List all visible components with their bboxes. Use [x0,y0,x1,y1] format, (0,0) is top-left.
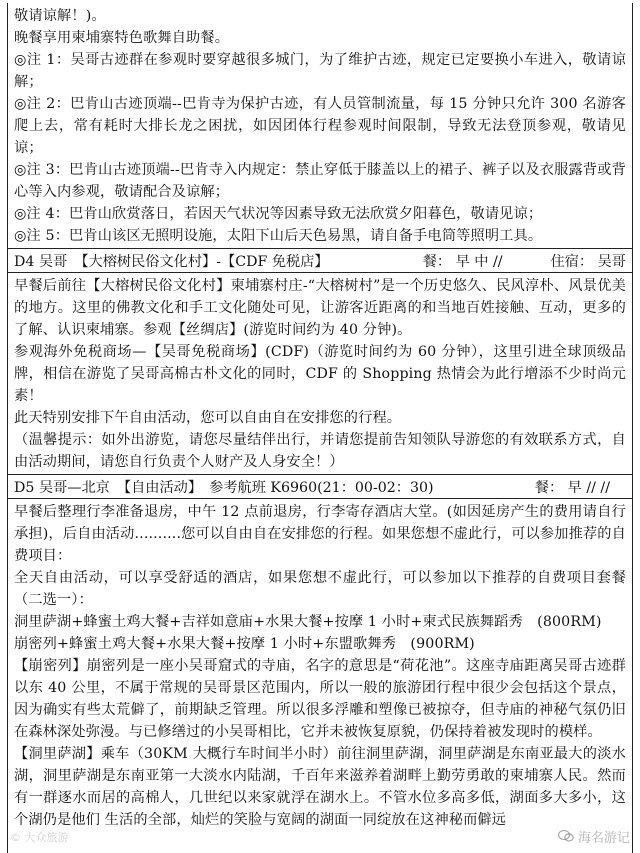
day5-title: D5 吴哥—北京 【自由活动】 参考航班 K6960(21：00-02：30) [14,479,434,496]
day4-title: D4 吴哥 【大榕树民俗文化村】-【CDF 免税店】 [14,253,329,270]
watermark-right-text: 海名游记 [577,830,630,846]
day5-package-line: 洞里萨湖+蜂蜜土鸡大餐+吉祥如意庙+水果大餐+按摩 1 小时+柬式民族舞蹈秀 (800RM) [14,614,602,630]
day4-content-block [8,273,632,475]
day4-paragraph: （温馨提示：如外出游览，请您尽量结伴出行，并请您提前告知领队导游您的有效联系方式，自由活动期间，请您自行负责个人财产及人身安全！） [14,432,626,470]
day5-header [8,475,632,499]
day4-header [8,249,632,273]
watermark-left: © 大众旅游 [10,831,69,844]
day5-paragraph: 【洞里萨湖】乘车（30KM 大概行车时间半小时）前往洞里萨湖，洞里萨湖是东南亚最大的淡水湖，洞里萨湖是东南亚第一大淡水内陆湖，千百年来滋养着湖畔上勤劳勇敢的柬埔寨人民。然而有一群逐水而居的高棉人，几世纪以来家就浮在湖水上。不管水位多高多低，湖面多大多小，这个湖仍是他们 生活的全部，灿烂的笑脸与宽阔的湖面一同绽放在这神秘而僻远 [14,746,626,828]
notes-line: ◎注 2：巴肯山古迹顶端--巴肯寺为保护古迹，有人员管制流量，每 15 分钟只允许 300 名游客爬上去，常有耗时大排长龙之困扰，如因团体行程参观时间限制，导致无法登顶参观，敬请见谅； [14,96,626,156]
day5-paragraph: 早餐后整理行李准备退房，中午 12 点前退房，行李寄存酒店大堂。(如因延房产生的费用请自行承担)，后自由活动..........您可以自由自在安排您的行程。如果您想不虚此行，可以参加推荐的自费项目： [14,504,626,564]
day5-paragraph: 【崩密列】崩密列是一座小吴哥窟式的寺庙，名字的意思是“荷花池”。这座寺庙距离吴哥古迹群以东 40 公里，不属于常规的吴哥景区范围内，所以一般的旅游团行程中很少会包括这个景点，因为确实有些太荒僻了，前期缺乏管理。所以很多浮雕和塑像已被掠夺，但寺庙的神秘气氛仍旧在森林深处弥漫。与已修缮过的小吴哥相比，它并未被恢复原貌，仍保持着被发现时的模样。 [14,658,626,740]
wechat-logo-icon [558,829,574,843]
day5-paragraph: 全天自由活动，可以享受舒适的酒店，如果您想不虚此行，可以参加以下推荐的自费项目套餐（二选一）： [14,570,626,608]
day4-paragraph: 此天特别安排下午自由活动，您可以自由自在安排您的行程。 [14,410,402,426]
day4-paragraph: 参观海外免税商场—【吴哥免税商场】(CDF)（游览时间约为 60 分钟），这里引进全球顶级品牌，相信在游览了吴哥高棉古朴文化的同时，CDF 的 Shopping 热情会为此行增添不少时尚元素！ [14,344,626,404]
day4-hotel: 住宿： 吴哥 [550,253,626,270]
itinerary-page [7,3,633,853]
day5-meals: 餐： 早 // // [534,479,610,496]
notes-line: ◎注 5：巴肯山该区无照明设施，太阳下山后天色易黑，请自备手电筒等照明工具。 [14,228,543,244]
day4-meals: 餐： 早 中 // [422,253,503,270]
notes-line: 晚餐享用柬埔寨特色歌舞自助餐。 [14,30,230,46]
day4-paragraph: 早餐后前往【大榕树民俗文化村】柬埔寨村庄-“大榕树村”是一个历史悠久、民风淳朴、风景优美的地方。这里的佛教文化和手工文化随处可见，让游客近距离的和当地百姓接触、互动，更多的了解、认识柬埔寨。参观【丝绸店】(游览时间约为 40 分钟)。 [14,278,626,338]
watermark-right [558,827,630,845]
day5-content-block [8,499,632,832]
notes-line: ◎注 3：巴肯山古迹顶端--巴肯寺入内规定：禁止穿低于膝盖以上的裙子、裤子以及衣服露背或背心等入内参观，敬请配合及谅解； [14,162,626,200]
day3-notes-block [8,3,632,249]
day5-package-line: 崩密列+蜂蜜土鸡大餐+水果大餐+按摩 1 小时+东盟歌舞秀 (900RM) [14,636,475,652]
notes-line: 敬请谅解！)。 [14,8,106,24]
notes-line: ◎注 1：吴哥古迹群在参观时要穿越很多城门，为了维护古迹，规定已定要换小车进入，敬请谅解； [14,52,626,90]
notes-line: ◎注 4：巴肯山欣赏落日，若因天气状况等因素导致无法欣赏夕阳暮色，敬请见谅； [14,206,543,222]
